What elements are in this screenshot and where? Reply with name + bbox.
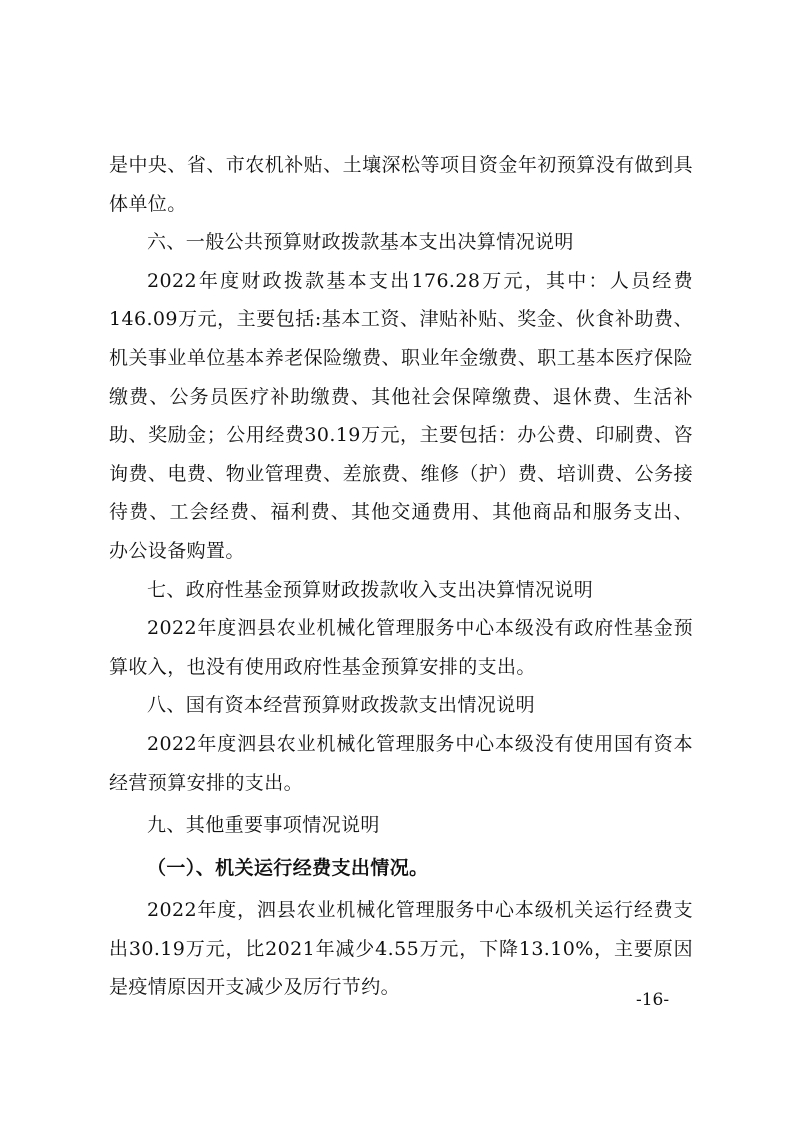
paragraph-basic-expenditure: 2022年度财政拨款基本支出176.28万元，其中：人员经费146.09万元，主要包括:基本工资、津贴补贴、奖金、伙食补助费、机关事业单位基本养老保险缴费、职业年金缴费、职工基本医疗保险缴费、公务员医疗补助缴费、其他社会保障缴费、退休费、生活补助、奖励金；公用经费30.19万元，主要包括：办公费、印刷费、咨询费、电费、物业管理费、差旅费、维修（护）费、培训费、公务接待费、工会经费、福利费、其他交通费用、其他商品和服务支出、 办公设备购置。 — [109, 269, 693, 562]
section-heading-8: 八、国有资本经营预算财政拨款支出情况说明 — [147, 694, 536, 717]
document-body — [109, 146, 693, 1007]
subsection-heading-1: （一）、机关运行经费支出情况。 — [147, 856, 429, 879]
page-number: -16- — [636, 990, 670, 1010]
paragraph-government-fund: 2022年度泗县农业机械化管理服务中心本级没有政府性基金预算收入，也没有使用政府性基金预算安排的支出。 — [109, 617, 693, 678]
section-heading-7: 七、政府性基金预算财政拨款收入支出决算情况说明 — [147, 578, 594, 601]
paragraph-state-capital: 2022年度泗县农业机械化管理服务中心本级没有使用国有资本经营预算安排的支出。 — [109, 732, 693, 794]
paragraph-operating-expenses: 2022年度，泗县农业机械化管理服务中心本级机关运行经费支出30.19万元，比2021年减少4.55万元，下降13.10%，主要原因是疫情原因开支减少及厉行节约。 — [109, 899, 693, 999]
section-heading-9: 九、其他重要事项情况说明 — [147, 814, 380, 837]
section-heading-6: 六、一般公共预算财政拨款基本支出决算情况说明 — [147, 231, 574, 254]
paragraph-continuation: 是中央、省、市农机补贴、土壤深松等项目资金年初预算没有做到具体单位。 — [109, 154, 693, 215]
